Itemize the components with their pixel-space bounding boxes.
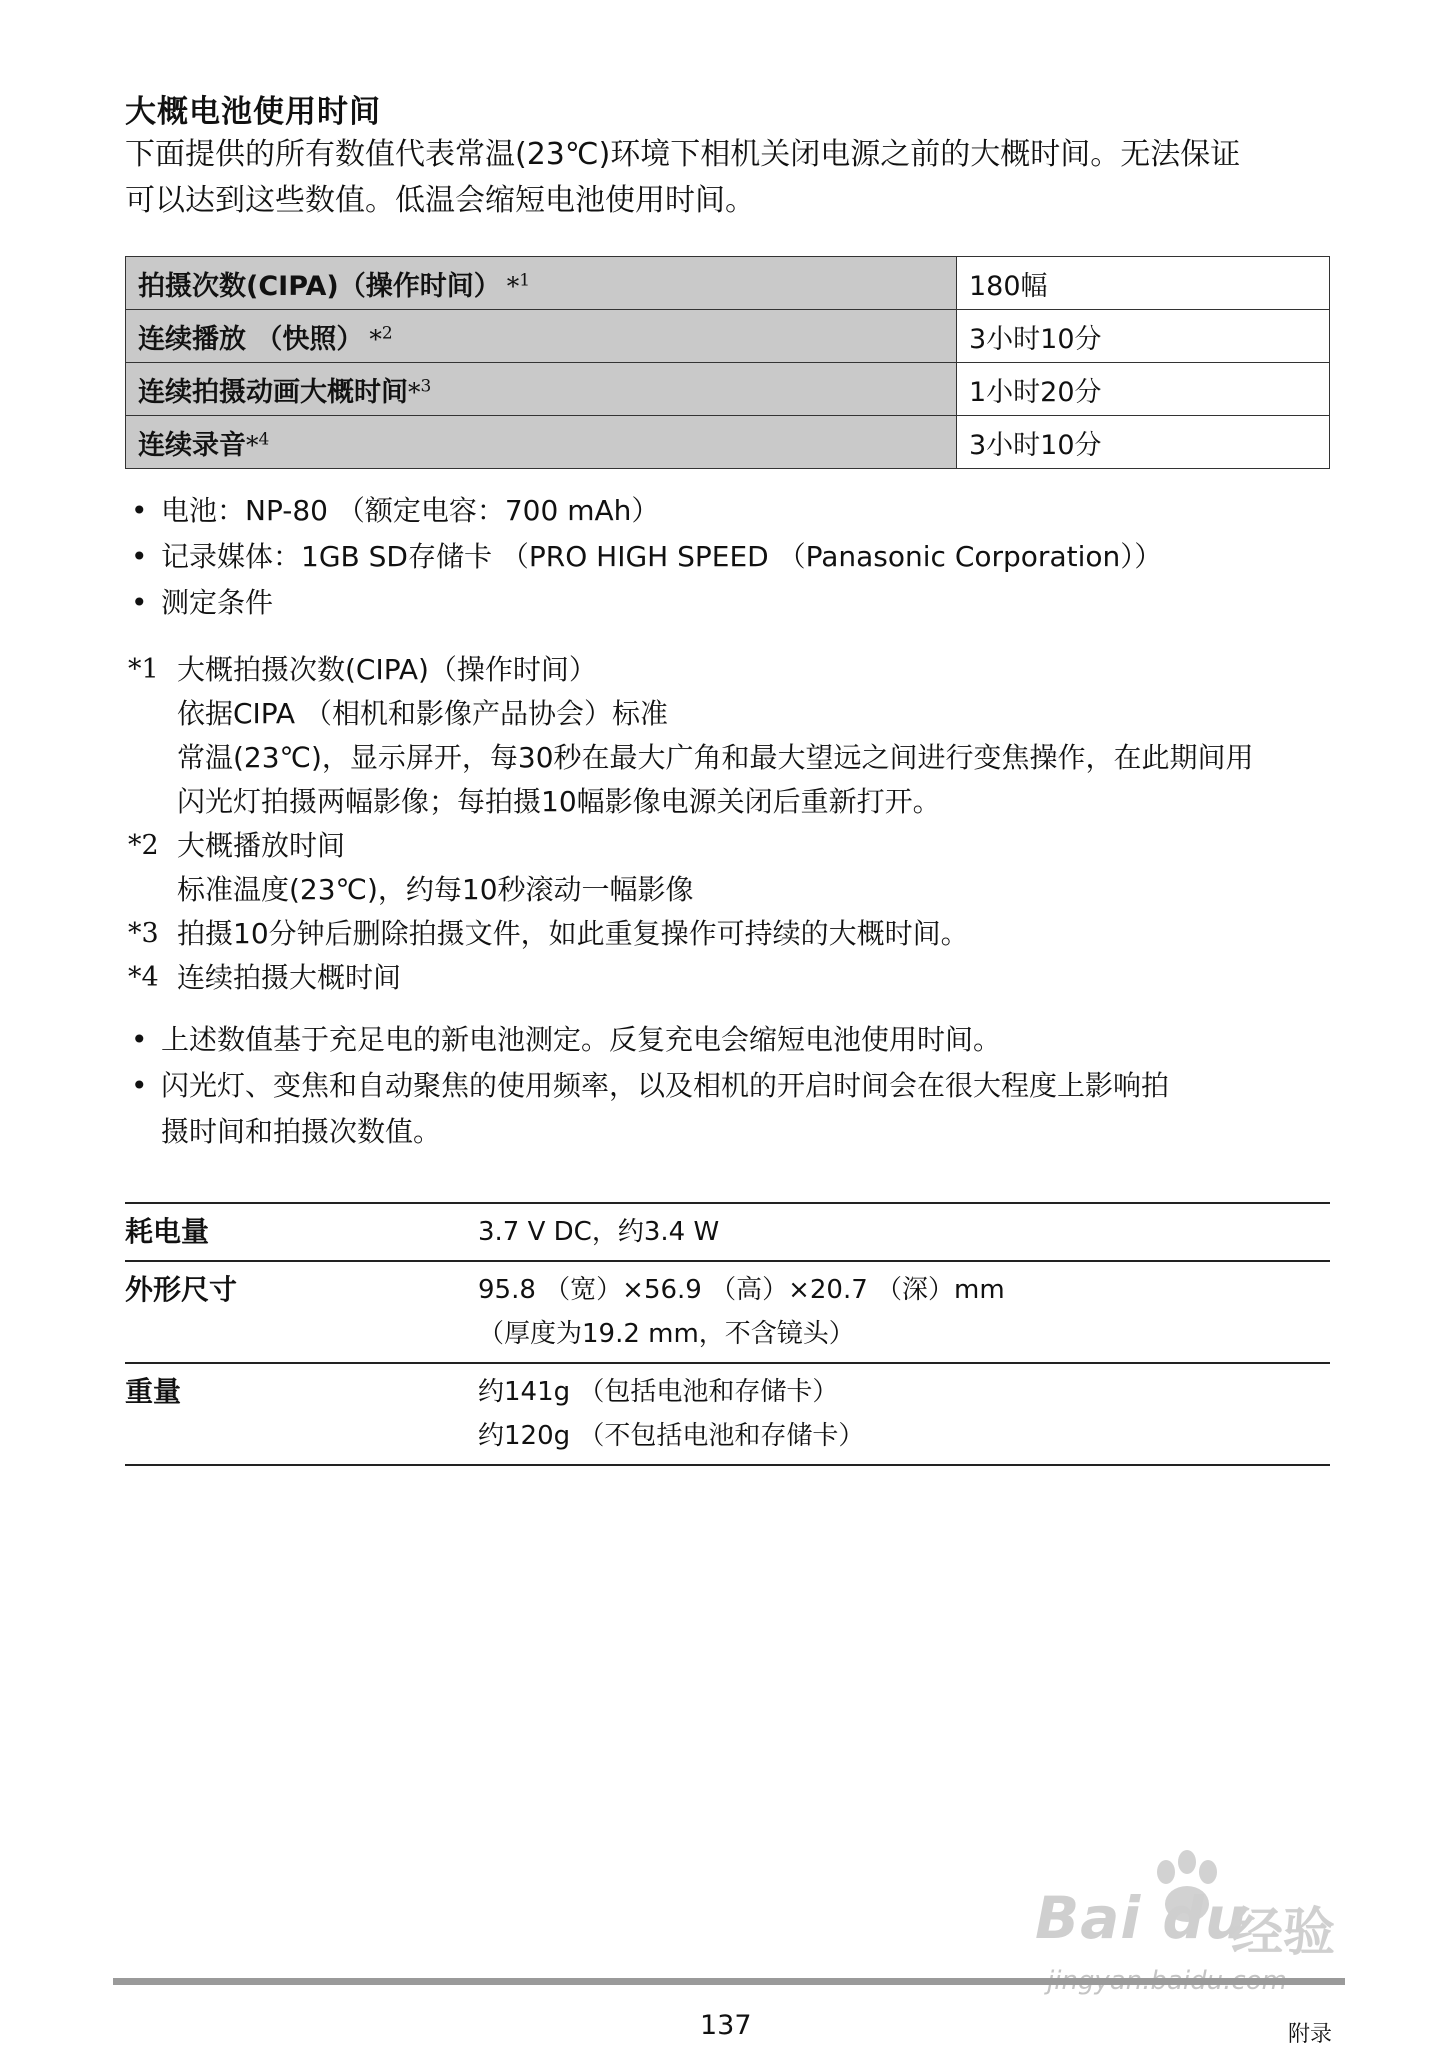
table-row xyxy=(126,310,1330,363)
bullet-dot: • xyxy=(131,494,148,527)
row-value: 1小时20分 xyxy=(957,363,1330,416)
row-label xyxy=(126,363,957,416)
table-row xyxy=(125,1260,1330,1362)
footnote: *1 大概拍摄次数(CIPA)（操作时间） 依据CIPA （相机和影像产品协会）标准 常温(23℃)，显示屏开，每30秒在最大广角和最大望远之间进行变焦操作，在此期间用 闪光灯拍摄两幅影像；每拍摄10幅影像电源关闭后重新打开。 xyxy=(125,648,1345,824)
footnote: *4 连续拍摄大概时间 xyxy=(125,956,1345,1000)
row-label-text: 连续拍摄动画大概时间 xyxy=(138,376,408,408)
bullet-dot: • xyxy=(131,1023,148,1056)
spec-value: 约141g （包括电池和存储卡） 约120g （不包括电池和存储卡） xyxy=(478,1377,865,1451)
bullet-dot: • xyxy=(131,586,148,619)
footnote-mark: *2 xyxy=(128,830,159,861)
footnote-mark: *$^1$ xyxy=(506,270,531,301)
intro-paragraph xyxy=(125,132,1345,224)
row-value: 3小时10分 xyxy=(957,416,1330,469)
battery-life-table xyxy=(125,256,1330,469)
specifications-table xyxy=(125,1202,1330,1466)
intro-line: 下面提供的所有数值代表常温(23℃)环境下相机关闭电源之前的大概时间。无法保证 xyxy=(125,137,1241,172)
spec-name: 外形尺寸 xyxy=(125,1273,238,1306)
remarks-bullets xyxy=(125,1017,1345,1155)
footnote: *3 拍摄10分钟后删除拍摄文件，如此重复操作可持续的大概时间。 xyxy=(125,912,1345,956)
section-title: 大概电池使用时间 xyxy=(125,94,381,130)
spec-name: 重量 xyxy=(125,1375,182,1408)
spec-name: 耗电量 xyxy=(125,1215,210,1248)
list-item: • 测定条件 xyxy=(125,580,1345,626)
table-row xyxy=(126,363,1330,416)
spec-value: 3.7 V DC，约3.4 W xyxy=(478,1217,720,1247)
footnote-mark: *$^3$ xyxy=(408,376,432,407)
footnote: *2 大概播放时间 标准温度(23℃)，约每10秒滚动一幅影像 xyxy=(125,824,1345,912)
footnote-mark: *4 xyxy=(128,962,159,993)
footnote-mark: *$^2$ xyxy=(369,323,393,354)
table-row xyxy=(125,1202,1330,1260)
table-row xyxy=(125,1362,1330,1466)
row-value: 3小时10分 xyxy=(957,310,1330,363)
intro-line: 可以达到这些数值。低温会缩短电池使用时间。 xyxy=(125,183,755,218)
table-row xyxy=(126,257,1330,310)
row-label-text: 连续播放 （快照） xyxy=(138,323,364,355)
row-label-text: 连续录音 xyxy=(138,429,246,461)
spec-value: 95.8 （宽）×56.9 （高）×20.7 （深）mm （厚度为19.2 mm，不含镜头） xyxy=(478,1275,1005,1349)
bullet-dot: • xyxy=(131,540,148,573)
list-item: • 闪光灯、变焦和自动聚焦的使用频率，以及相机的开启时间会在很大程度上影响拍 摄时间和拍摄次数值。 xyxy=(125,1063,1345,1155)
row-value: 180幅 xyxy=(957,257,1330,310)
footnote-mark: *$^4$ xyxy=(246,429,270,460)
page-section-label: 附录 xyxy=(1288,2022,1333,2047)
footnote-mark: *1 xyxy=(128,654,159,685)
bullet-dot: • xyxy=(131,1069,148,1102)
footnotes xyxy=(125,648,1345,1000)
list-item: • 记录媒体：1GB SD存储卡 （PRO HIGH SPEED （Panasonic Corporation）） xyxy=(125,534,1345,580)
measurement-bullets xyxy=(125,488,1345,626)
row-label xyxy=(126,257,957,310)
list-item: • 电池：NP-80 （额定电容：700 mAh） xyxy=(125,488,1345,534)
row-label xyxy=(126,310,957,363)
table-row xyxy=(126,416,1330,469)
footnote-mark: *3 xyxy=(128,918,159,949)
list-item: • 上述数值基于充足电的新电池测定。反复充电会缩短电池使用时间。 xyxy=(125,1017,1345,1063)
row-label xyxy=(126,416,957,469)
watermark-text: 经验 xyxy=(1231,1903,1336,1963)
page-number: 137 xyxy=(700,2010,752,2041)
watermark-logo: Bai du xyxy=(1035,1884,1248,1952)
row-label-text: 拍摄次数(CIPA)（操作时间） xyxy=(138,270,501,302)
footer-divider xyxy=(113,1978,1345,1985)
